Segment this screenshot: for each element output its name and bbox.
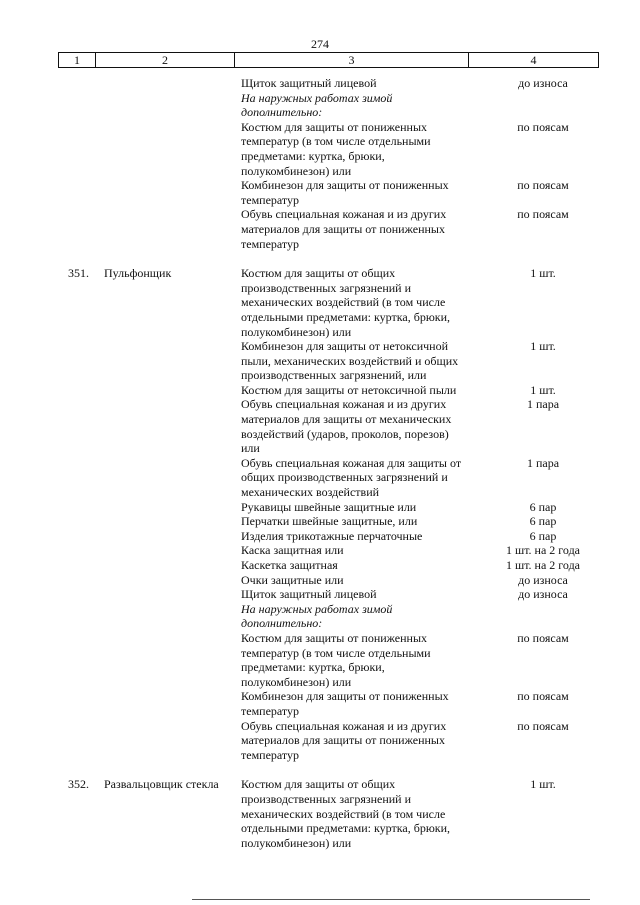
table-row: [58, 383, 598, 398]
issue-norm: 1 шт. на 2 года: [505, 558, 581, 572]
equipment-item: Костюм для защиты от нетоксичной пыли: [241, 382, 457, 397]
equipment-item: Костюм для защиты от общих: [241, 777, 396, 792]
table-row: [58, 573, 598, 588]
table-row: [58, 719, 598, 734]
equipment-item: воздействий (ударов, проколов, порезов): [241, 426, 449, 441]
table-row: [58, 689, 598, 704]
equipment-item: температур: [241, 192, 300, 207]
issue-norm: до износа: [518, 572, 568, 587]
equipment-item: производственных загрязнений, или: [241, 368, 427, 383]
table-row: [58, 237, 598, 252]
section-note: На наружных работах зимой: [241, 601, 393, 616]
equipment-item: Обувь специальная кожаная для защиты от: [241, 455, 462, 470]
issue-norm: 6 пар: [529, 514, 557, 529]
equipment-item: Изделия трикотажные перчаточные: [241, 528, 423, 543]
table-row: [58, 412, 598, 427]
table-row: [58, 134, 598, 149]
column-header-1: 1: [59, 53, 96, 68]
equipment-item: Костюм для защиты от общих: [241, 266, 396, 281]
table-row: [58, 777, 598, 792]
table-row: [58, 675, 598, 690]
equipment-item: Перчатки швейные защитные, или: [241, 514, 418, 529]
table-row: [58, 631, 598, 646]
table-row: [58, 485, 598, 500]
equipment-item: Очки защитные или: [241, 572, 344, 587]
profession-name: Развальцовщик стекла: [104, 777, 219, 792]
equipment-item: Рукавицы швейные защитные или: [241, 499, 417, 514]
equipment-item: Костюм для защиты от пониженных: [241, 119, 428, 134]
page-number: 274: [311, 37, 329, 51]
table-row: [58, 587, 598, 602]
table-row: [58, 704, 598, 719]
equipment-item: отдельными предметами: куртка, брюки,: [241, 821, 451, 836]
equipment-item: Костюм для защиты от пониженных: [241, 630, 428, 645]
equipment-item: Щиток защитный лицевой: [241, 587, 377, 602]
table-row: [58, 207, 598, 222]
table-row: [58, 193, 598, 208]
table-row: [58, 266, 598, 281]
issue-norm: по поясам: [517, 718, 569, 733]
equipment-item: или: [241, 441, 260, 456]
equipment-item: температур: [241, 747, 300, 762]
section-note: На наружных работах зимой: [241, 90, 393, 105]
issue-norm: 1 шт.: [530, 266, 556, 281]
issue-norm: по поясам: [517, 207, 569, 222]
table-row: [58, 339, 598, 354]
issue-norm: по поясам: [517, 630, 569, 645]
table-row: [58, 76, 598, 91]
table-row: [58, 543, 598, 558]
table-row: [58, 105, 598, 120]
table-row: [58, 821, 598, 836]
table-row: [58, 602, 598, 617]
section-note: дополнительно:: [241, 616, 323, 631]
equipment-item: Комбинезон для защиты от пониженных: [241, 689, 449, 704]
table-row: [58, 660, 598, 675]
equipment-item: общих производственных загрязнений и: [241, 470, 448, 485]
table-row: [58, 164, 598, 179]
table-row: [58, 646, 598, 661]
table-row: [58, 514, 598, 529]
column-header-4: 4: [469, 53, 599, 68]
block-spacer: [58, 762, 598, 777]
equipment-item: Обувь специальная кожаная и из других: [241, 207, 447, 222]
issue-norm: 1 шт. на 2 года: [505, 543, 581, 558]
table-row: [58, 529, 598, 544]
table-row: [58, 354, 598, 369]
equipment-item: Обувь специальная кожаная и из других: [241, 397, 447, 412]
column-header-2: 2: [96, 53, 235, 68]
issue-norm: до износа: [518, 76, 568, 90]
table-row: [58, 120, 598, 135]
table-row: [58, 500, 598, 515]
table-row: [58, 616, 598, 631]
issue-norm: 6 пар: [529, 528, 557, 543]
table-row: [58, 456, 598, 471]
equipment-item: температур: [241, 703, 300, 718]
equipment-item: предметами: куртка, брюки,: [241, 660, 385, 675]
equipment-item: температур: [241, 236, 300, 251]
issue-norm: 1 шт.: [530, 382, 556, 397]
equipment-item: материалов для защиты от пониженных: [241, 733, 445, 748]
equipment-item: температур (в том числе отдельными: [241, 134, 431, 149]
table-row: [58, 368, 598, 383]
column-header-table: [58, 52, 599, 68]
equipment-item: отдельными предметами: куртка, брюки,: [241, 309, 451, 324]
table-row: [58, 295, 598, 310]
equipment-item: температур (в том числе отдельными: [241, 645, 431, 660]
equipment-item: полукомбинезон) или: [241, 674, 352, 689]
equipment-item: полукомбинезон) или: [241, 324, 352, 339]
table-row: [58, 558, 598, 573]
table-body: [58, 76, 598, 850]
equipment-item: Каскетка защитная: [241, 558, 338, 572]
table-row: [58, 470, 598, 485]
equipment-item: Щиток защитный лицевой: [241, 76, 377, 90]
equipment-item: материалов для защиты от пониженных: [241, 221, 445, 236]
equipment-item: механических воздействий (в том числе: [241, 806, 446, 821]
equipment-item: пыли, механических воздействий и общих: [241, 353, 459, 368]
table-row: [58, 325, 598, 340]
equipment-item: Обувь специальная кожаная и из других: [241, 718, 447, 733]
issue-norm: по поясам: [517, 178, 569, 193]
block-spacer: [58, 251, 598, 266]
table-row: [58, 748, 598, 763]
issue-norm: 6 пар: [529, 499, 557, 514]
equipment-item: производственных загрязнений и: [241, 791, 412, 806]
equipment-item: механических воздействий (в том числе: [241, 295, 446, 310]
table-row: [58, 807, 598, 822]
table-row: [58, 427, 598, 442]
table-row: [58, 733, 598, 748]
table-row: [58, 178, 598, 193]
equipment-item: Комбинезон для защиты от пониженных: [241, 178, 449, 193]
profession-name: Пульфонщик: [104, 266, 172, 281]
issue-norm: до износа: [518, 587, 568, 602]
equipment-item: материалов для защиты от механических: [241, 412, 452, 427]
issue-norm: 1 шт.: [530, 339, 556, 354]
issue-norm: по поясам: [517, 689, 569, 704]
equipment-item: Каска защитная или: [241, 543, 344, 558]
page-bottom-rule: [192, 899, 590, 900]
column-header-3: 3: [235, 53, 469, 68]
table-row: [58, 792, 598, 807]
table-row: [58, 397, 598, 412]
equipment-item: предметами: куртка, брюки,: [241, 148, 385, 163]
issue-norm: по поясам: [517, 119, 569, 134]
table-row: [58, 91, 598, 106]
row-number: 352.: [68, 777, 89, 792]
equipment-item: полукомбинезон) или: [241, 835, 352, 850]
table-row: [58, 441, 598, 456]
table-row: [58, 310, 598, 325]
equipment-item: механических воздействий: [241, 485, 380, 500]
equipment-item: Комбинезон для защиты от нетоксичной: [241, 339, 449, 354]
issue-norm: 1 пара: [526, 455, 560, 470]
row-number: 351.: [68, 266, 89, 281]
table-row: [58, 836, 598, 851]
table-row: [58, 222, 598, 237]
table-row: [58, 149, 598, 164]
equipment-item: полукомбинезон) или: [241, 163, 352, 178]
issue-norm: 1 шт.: [530, 777, 556, 792]
table-row: [58, 281, 598, 296]
equipment-item: производственных загрязнений и: [241, 280, 412, 295]
issue-norm: 1 пара: [526, 397, 560, 412]
section-note: дополнительно:: [241, 105, 323, 120]
